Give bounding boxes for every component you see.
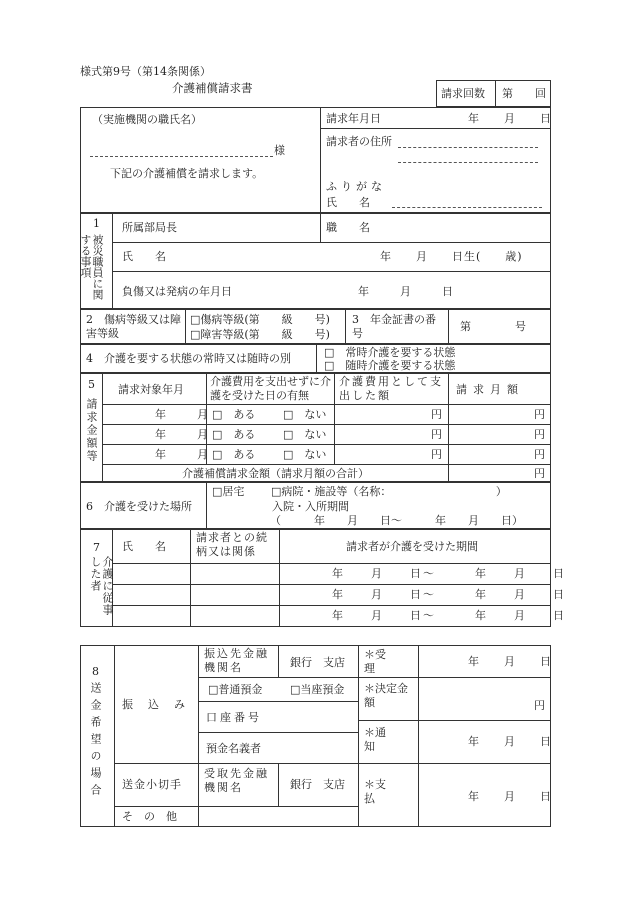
stay-period-label: 入院・入所期間 bbox=[272, 500, 349, 513]
deposit-ordinary-checkbox[interactable]: □普通預金 bbox=[208, 683, 263, 696]
row-month[interactable]: 年 月 bbox=[155, 408, 211, 421]
col-caregiver-relation bbox=[196, 531, 276, 559]
care-place-facility[interactable]: □病院・施設等（名称： ） bbox=[271, 485, 507, 498]
notice-date[interactable]: 年 月 日 bbox=[468, 735, 552, 748]
account-holder-label: 預金名義者 bbox=[206, 742, 261, 755]
pension-number-value[interactable]: 第 号 bbox=[460, 320, 526, 333]
section8-title: 送金希望の場合 bbox=[89, 682, 102, 801]
notice-label bbox=[364, 726, 416, 754]
stay-period-value[interactable]: （ 年 月 日〜 年 月 日） bbox=[270, 514, 523, 527]
section5-title: 請求金額等 bbox=[85, 398, 98, 463]
col-care-period: 請求者が介護を受けた期間 bbox=[346, 540, 478, 553]
transfer-label: 振 込 み bbox=[122, 698, 187, 711]
receipt-label-text: ＊受 理 bbox=[364, 648, 408, 675]
addressee-label: （実施機関の職氏名） bbox=[92, 113, 202, 126]
section5-num: 5 bbox=[88, 378, 95, 391]
row-paid-unit: 円 bbox=[431, 428, 442, 441]
row-paid-unit: 円 bbox=[431, 448, 442, 461]
recv-bank-label-text: 受取先金融機関名 bbox=[204, 767, 269, 794]
care-state-constant[interactable]: □ 常時介護を要する状態 bbox=[324, 346, 456, 359]
grade-option-injury[interactable]: □傷病等級(第 級 号) bbox=[190, 313, 330, 326]
payment-label-text: ＊支 払 bbox=[364, 778, 408, 805]
section1-title: 被災職員に関する事項 bbox=[79, 234, 104, 300]
deposit-current-checkbox[interactable]: □当座預金 bbox=[290, 683, 345, 696]
care-period-row-3[interactable]: 年 月 日〜 年 月 日 bbox=[332, 609, 566, 622]
section7-num: 7 bbox=[93, 541, 100, 554]
birth-date-value[interactable]: 年 月 日生( 歳) bbox=[380, 250, 523, 263]
request-count-value[interactable]: 第 回 bbox=[502, 87, 546, 100]
request-count-label: 請求回数 bbox=[441, 87, 485, 100]
page-title: 介護補償請求書 bbox=[172, 81, 253, 95]
requester-name-line[interactable] bbox=[392, 207, 542, 208]
care-state-occasional[interactable]: □ 随時介護を要する状態 bbox=[324, 359, 456, 372]
form-id: 様式第9号（第14条関係） bbox=[80, 65, 211, 78]
decision-unit: 円 bbox=[534, 699, 545, 712]
bank-label bbox=[204, 647, 276, 675]
col-caregiver-name: 氏 名 bbox=[122, 540, 166, 553]
post-label: 職 名 bbox=[326, 221, 370, 234]
check-label: 送金小切手 bbox=[122, 778, 182, 791]
receipt-label bbox=[364, 648, 416, 676]
bank-value[interactable]: 銀行 支店 bbox=[290, 656, 345, 669]
care-place-label: 6 介護を受けた場所 bbox=[86, 500, 192, 513]
payment-label bbox=[364, 778, 416, 806]
account-number-label: 口座番号 bbox=[206, 711, 262, 724]
recv-bank-value[interactable]: 銀行 支店 bbox=[290, 778, 345, 791]
grade-option-disability[interactable]: □障害等級(第 級 号) bbox=[190, 328, 330, 341]
decision-label bbox=[364, 682, 416, 710]
grade-label bbox=[86, 313, 182, 341]
address-line-1[interactable] bbox=[398, 147, 538, 148]
col-paid-amount-text: 介護費用として支出した額 bbox=[339, 375, 443, 402]
row-yes-checkbox[interactable]: □ ある bbox=[212, 408, 256, 421]
request-statement: 下記の介護補償を請求します。 bbox=[110, 167, 264, 180]
row-paid-unit: 円 bbox=[431, 408, 442, 421]
address-line-2[interactable] bbox=[398, 162, 538, 163]
address-label: 請求者の住所 bbox=[326, 135, 392, 148]
request-date-label: 請求年月日 bbox=[326, 112, 381, 125]
col-unpaid-care bbox=[210, 375, 332, 403]
care-period-row-2[interactable]: 年 月 日〜 年 月 日 bbox=[332, 588, 566, 601]
pension-number-label bbox=[352, 313, 444, 341]
bank-label-text: 振込先金融機関名 bbox=[204, 647, 269, 674]
row-no-checkbox[interactable]: □ ない bbox=[283, 408, 327, 421]
section1-num: 1 bbox=[93, 217, 100, 230]
injury-date-label: 負傷又は発病の年月日 bbox=[122, 285, 232, 298]
care-period-row-1[interactable]: 年 月 日〜 年 月 日 bbox=[332, 567, 566, 580]
col-paid-amount bbox=[339, 375, 445, 403]
row-no-checkbox[interactable]: □ ない bbox=[283, 448, 327, 461]
victim-name-label: 氏 名 bbox=[122, 250, 166, 263]
row-no-checkbox[interactable]: □ ない bbox=[283, 428, 327, 441]
notice-label-text: ＊通 知 bbox=[364, 726, 408, 753]
addressee-sama: 様 bbox=[274, 144, 285, 157]
recv-bank-label bbox=[204, 767, 276, 795]
grade-label-text: 2 傷病等級又は障害等級 bbox=[86, 313, 181, 340]
receipt-date[interactable]: 年 月 日 bbox=[468, 655, 552, 668]
total-amount-label: 介護補償請求金額（請求月額の合計） bbox=[182, 467, 369, 480]
col-request-month: 請求対象年月 bbox=[118, 383, 184, 396]
row-yes-checkbox[interactable]: □ ある bbox=[212, 428, 256, 441]
other-label: そ の 他 bbox=[122, 810, 177, 823]
dept-label: 所属部局長 bbox=[122, 221, 177, 234]
row-amount-unit: 円 bbox=[534, 428, 545, 441]
injury-date-value[interactable]: 年 月 日 bbox=[358, 285, 456, 298]
care-state-label: 4 介護を要する状態の常時又は随時の別 bbox=[86, 352, 291, 365]
section7-title: 介護に従事した者 bbox=[89, 556, 114, 616]
row-yes-checkbox[interactable]: □ ある bbox=[212, 448, 256, 461]
request-date-value[interactable]: 年 月 日 bbox=[468, 112, 552, 125]
furigana-label: ふりがな bbox=[326, 180, 386, 193]
row-month[interactable]: 年 月 bbox=[155, 428, 211, 441]
row-month[interactable]: 年 月 bbox=[155, 448, 211, 461]
addressee-name-line[interactable] bbox=[90, 156, 273, 157]
row-amount-unit: 円 bbox=[534, 408, 545, 421]
payment-date[interactable]: 年 月 日 bbox=[468, 790, 552, 803]
col-caregiver-relation-text: 請求者との続柄又は関係 bbox=[196, 531, 268, 558]
col-unpaid-care-text: 介護費用を支出せずに介護を受けた日の有無 bbox=[210, 375, 331, 402]
total-amount-unit: 円 bbox=[534, 467, 545, 480]
decision-label-text: ＊決定金額 bbox=[364, 682, 408, 709]
row-amount-unit: 円 bbox=[534, 448, 545, 461]
section8-num: 8 bbox=[92, 665, 99, 678]
col-monthly-amount: 請求月額 bbox=[456, 383, 524, 396]
pension-number-label-text: 3 年金証書の番号 bbox=[352, 313, 436, 340]
name-label: 氏 名 bbox=[326, 196, 370, 209]
care-place-home[interactable]: □居宅 bbox=[212, 485, 245, 498]
